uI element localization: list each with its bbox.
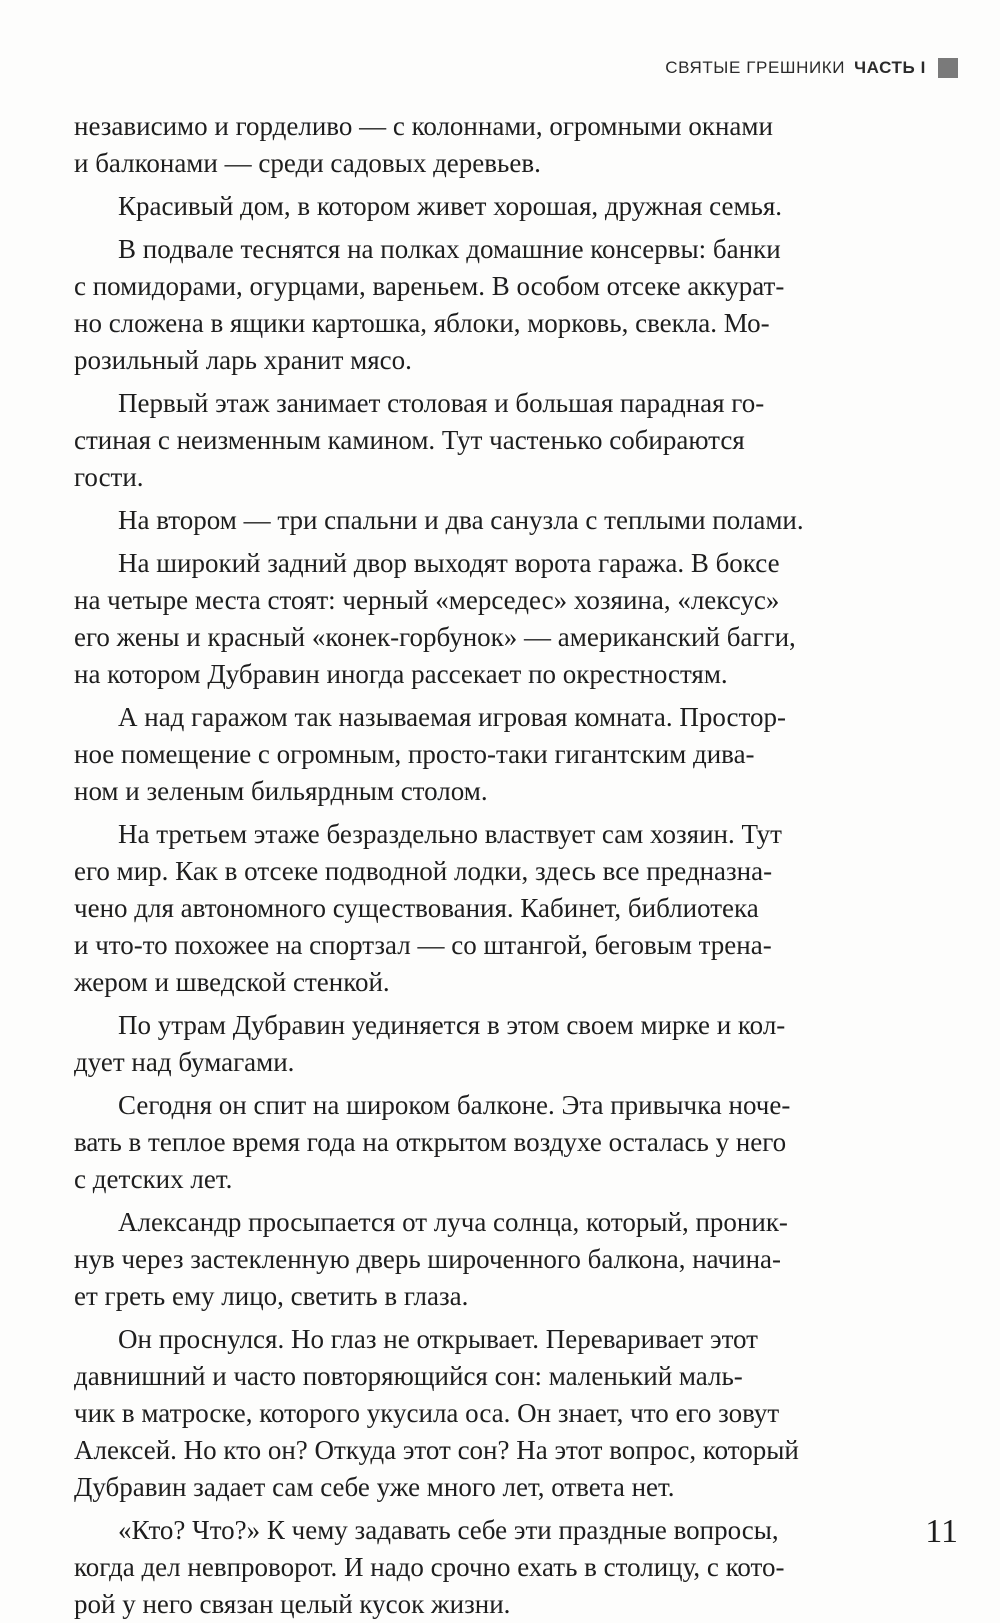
text-line: когда дел невпроворот. И надо срочно ехать в столицу, с кото- bbox=[74, 1552, 785, 1582]
text-line: рой у него связан целый кусок жизни. bbox=[74, 1589, 511, 1619]
text-line: розильный ларь хранит мясо. bbox=[74, 345, 412, 375]
text-line: и что-то похожее на спортзал — со штангой, беговым трена- bbox=[74, 930, 772, 960]
text-line: гости. bbox=[74, 462, 144, 492]
text-line: с детских лет. bbox=[74, 1164, 233, 1194]
paragraph-first-line: Александр просыпается от луча солнца, который, проник- bbox=[118, 1207, 788, 1237]
text-line: дует над бумагами. bbox=[74, 1047, 295, 1077]
text-line: нув через застекленную дверь широченного балкона, начина- bbox=[74, 1244, 781, 1274]
text-line: его жены и красный «конек-горбунок» — американский багги, bbox=[74, 622, 796, 652]
part-label: ЧАСТЬ I bbox=[854, 58, 926, 77]
text-line: ном и зеленым бильярдным столом. bbox=[74, 776, 488, 806]
text-line: жером и шведской стенкой. bbox=[74, 967, 390, 997]
paragraph-first-line: Он проснулся. Но глаз не открывает. Переваривает этот bbox=[118, 1324, 758, 1354]
paragraph-first-line: Первый этаж занимает столовая и большая парадная го- bbox=[118, 388, 765, 418]
running-head bbox=[665, 58, 958, 78]
paragraph-first-line: На втором — три спальни и два санузла с теплыми полами. bbox=[118, 505, 804, 535]
text-line: с помидорами, огурцами, вареньем. В особом отсеке аккурат- bbox=[74, 271, 785, 301]
book-title: СВЯТЫЕ ГРЕШНИКИ bbox=[665, 58, 846, 77]
paragraph-first-line: «Кто? Что?» К чему задавать себе эти праздные вопросы, bbox=[118, 1515, 779, 1545]
text-line: чено для автономного существования. Кабинет, библиотека bbox=[74, 893, 759, 923]
body-text bbox=[74, 108, 874, 1623]
text-line: но сложена в ящики картошка, яблоки, морковь, свекла. Мо- bbox=[74, 308, 770, 338]
section-marker-square bbox=[938, 58, 958, 78]
text-line: стиная с неизменным камином. Тут частенько собираются bbox=[74, 425, 745, 455]
paragraph-first-line: Красивый дом, в котором живет хорошая, дружная семья. bbox=[118, 191, 783, 221]
text-line: на котором Дубравин иногда рассекает по окрестностям. bbox=[74, 659, 728, 689]
paragraph-first-line: На третьем этаже безраздельно властвует сам хозяин. Тут bbox=[118, 819, 782, 849]
text-line: на четыре места стоят: черный «мерседес» хозяина, «лексус» bbox=[74, 585, 780, 615]
paragraph-first-line: На широкий задний двор выходят ворота гаража. В боксе bbox=[118, 548, 780, 578]
text-line: давнишний и часто повторяющийся сон: маленький маль- bbox=[74, 1361, 743, 1391]
paragraph-first-line: По утрам Дубравин уединяется в этом своем мирке и кол- bbox=[118, 1010, 786, 1040]
text-line: Алексей. Но кто он? Откуда этот сон? На этот вопрос, который bbox=[74, 1435, 799, 1465]
text-line: и балконами — среди садовых деревьев. bbox=[74, 148, 541, 178]
text-line: его мир. Как в отсеке подводной лодки, здесь все предназна- bbox=[74, 856, 773, 886]
text-line: ет греть ему лицо, светить в глаза. bbox=[74, 1281, 469, 1311]
paragraph-first-line: А над гаражом так называемая игровая комната. Простор- bbox=[118, 702, 786, 732]
text-line: вать в теплое время года на открытом воздухе осталась у него bbox=[74, 1127, 787, 1157]
paragraph-first-line: В подвале теснятся на полках домашние консервы: банки bbox=[118, 234, 781, 264]
paragraph-first-line: Сегодня он спит на широком балконе. Эта привычка ноче- bbox=[118, 1090, 791, 1120]
page-number: 11 bbox=[925, 1513, 958, 1550]
text-line: чик в матроске, которого укусила оса. Он знает, что его зовут bbox=[74, 1398, 780, 1428]
text-line: Дубравин задает сам себе уже много лет, ответа нет. bbox=[74, 1472, 675, 1502]
text-line: ное помещение с огромным, просто-таки гигантским дива- bbox=[74, 739, 755, 769]
text-line: независимо и горделиво — с колоннами, огромными окнами bbox=[74, 111, 773, 141]
